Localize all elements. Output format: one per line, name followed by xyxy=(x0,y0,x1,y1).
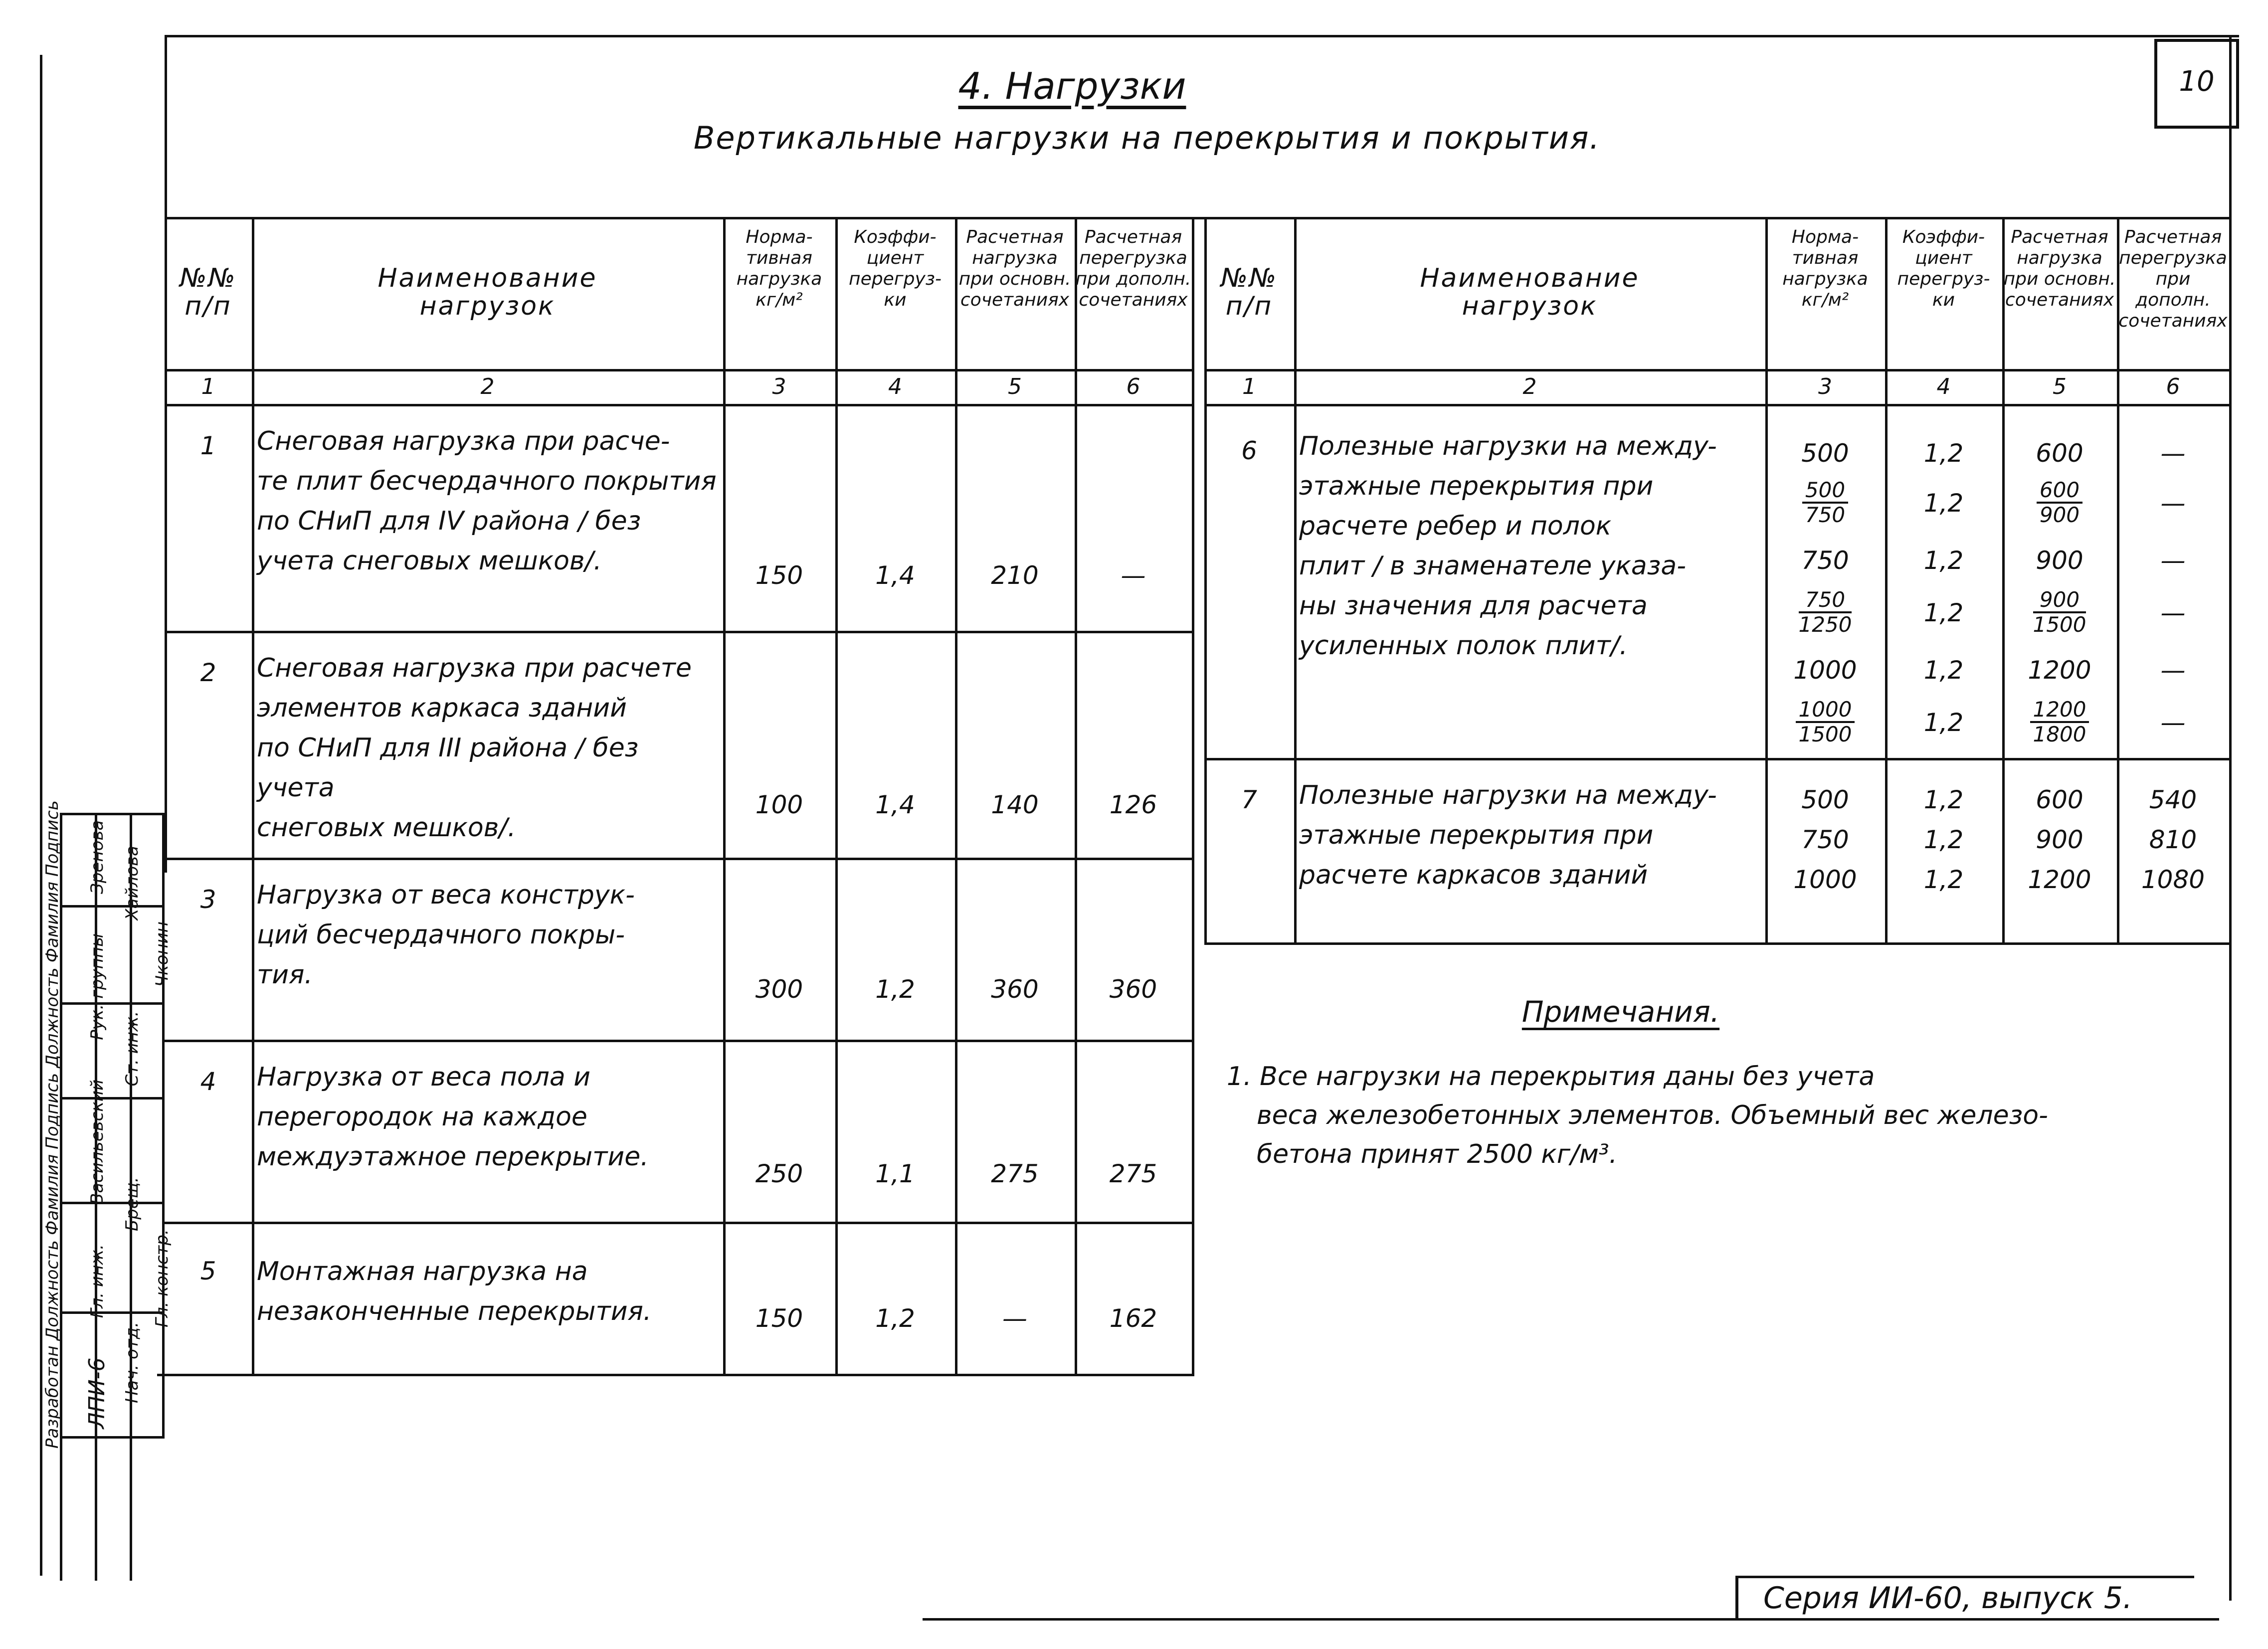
row1-name: Снеговая нагрузка при расче- те плит бесчердачного покрытия по СНиП для IV района / без учета снеговых мешков/. xyxy=(257,426,717,576)
row6-v6-calc-num: 1200 xyxy=(2030,698,2089,723)
row6-v1-over: — xyxy=(2160,439,2186,468)
row1-norm: 150 xyxy=(755,561,803,590)
frame-top xyxy=(165,35,2239,37)
row5-calc: — xyxy=(1002,1304,1027,1333)
row7-v3-coef: 1,2 xyxy=(1923,865,1964,894)
row6-v2-calc-num: 600 xyxy=(2037,479,2082,504)
stamp-r1-name: Васильевский xyxy=(87,1079,107,1205)
ridx-1: 1 xyxy=(1242,374,1256,399)
row1-coef: 1,4 xyxy=(875,561,915,590)
row3-no: 3 xyxy=(200,885,216,914)
rhdr-coef: Коэффи- циент перегруз- ки xyxy=(1897,227,1990,310)
row6-v3-norm: 750 xyxy=(1801,546,1849,575)
notes-title: Примечания. xyxy=(1521,995,1720,1029)
stamp-org: ЛПИ-6 xyxy=(84,1357,110,1429)
row4-no: 4 xyxy=(200,1067,216,1096)
row6-name: Полезные нагрузки на междy- этажные перекрытия при расчете ребер и полок плит / в знаменателе указа- ны значения для расчета усиленных полок плит/. xyxy=(1299,431,1717,661)
row6-v2-norm xyxy=(1765,479,1885,527)
rhdr-norm: Норма- тивная нагрузка кг/м² xyxy=(1782,227,1868,310)
idx-5: 5 xyxy=(1008,374,1022,399)
row6-v6-norm xyxy=(1765,698,1885,746)
row7-v2-over: 810 xyxy=(2149,825,2197,854)
stamp-r5-pos: Ст. инж. xyxy=(122,1011,142,1087)
row4-calc: 275 xyxy=(991,1159,1039,1188)
idx-2: 2 xyxy=(480,374,495,399)
stamp-r1-pos: Гл. инж. xyxy=(87,1244,107,1318)
note-line-2: веса железобетонных элементов. Объемный вес железо- xyxy=(1257,1100,2048,1130)
ridx-6: 6 xyxy=(2166,374,2180,399)
row6-v4-calc-den: 1500 xyxy=(2033,612,2086,637)
row6-v6-coef: 1,2 xyxy=(1923,708,1964,737)
rhdr-name: Наименование нагрузок xyxy=(1420,263,1640,321)
row7-v3-calc: 1200 xyxy=(2028,865,2091,894)
row2-name: Снеговая нагрузка при расчете элементов каркаса зданий по СНиП для III района / без учета снеговых мешков/. xyxy=(257,653,692,843)
row1-over: — xyxy=(1121,561,1146,590)
row5-coef: 1,2 xyxy=(875,1304,915,1333)
row2-coef: 1,4 xyxy=(875,790,915,819)
stamp-r2-name: Брещ. xyxy=(122,1177,142,1232)
row2-calc: 140 xyxy=(991,790,1039,819)
row4-over: 275 xyxy=(1109,1159,1157,1188)
stamp-row-a xyxy=(84,800,112,1449)
row7-v1-over: 540 xyxy=(2149,785,2197,814)
row3-calc: 360 xyxy=(991,975,1039,1004)
stamp-h4: Должность xyxy=(42,967,62,1068)
hdr-calc: Расчетная нагрузка при основн. сочетаниях xyxy=(958,227,1071,310)
stamp-h0: Разработан xyxy=(42,1345,62,1449)
row7-v2-calc: 900 xyxy=(2036,825,2083,854)
page-subtitle: Вертикальные нагрузки на перекрытия и покрытия. xyxy=(693,120,1601,156)
page-title: 4. Нагрузки xyxy=(958,65,1186,108)
row7-v3-over: 1080 xyxy=(2141,865,2205,894)
rhdr-num: №№ п/п xyxy=(1220,263,1278,321)
stamp-h1: Должность xyxy=(42,1240,62,1341)
row5-over: 162 xyxy=(1109,1304,1157,1333)
row1-calc: 210 xyxy=(991,561,1039,590)
ridx-2: 2 xyxy=(1522,374,1537,399)
note-line-1: 1. Все нагрузки на перекрытия даны без учета xyxy=(1227,1062,1875,1092)
row1-no: 1 xyxy=(200,431,216,460)
frame-bottom-mark xyxy=(923,1618,2219,1621)
row5-name: Монтажная нагрузка на незаконченные перекрытия. xyxy=(257,1257,652,1326)
row6-v2-calc-den: 900 xyxy=(2039,503,2080,527)
ridx-4: 4 xyxy=(1936,374,1951,399)
row6-v2-coef: 1,2 xyxy=(1923,489,1964,518)
row6-no: 6 xyxy=(1241,436,1257,465)
row3-over: 360 xyxy=(1109,975,1157,1004)
row6-v1-calc: 600 xyxy=(2036,439,2083,468)
row6-v1-norm: 500 xyxy=(1801,439,1849,468)
stamp-r4-pos: Рук. группы xyxy=(87,933,107,1040)
stamp-h6: Подпись xyxy=(42,800,62,877)
frame-right xyxy=(2229,35,2232,1601)
row6-v2-calc xyxy=(2002,479,2117,527)
row3-coef: 1,2 xyxy=(875,975,915,1004)
hdr-num: №№ п/п xyxy=(180,263,237,321)
page-number-box xyxy=(2154,39,2239,129)
stamp-r3-name: Чконин xyxy=(152,921,172,987)
page-number: 10 xyxy=(2179,65,2215,98)
row6-v5-over: — xyxy=(2160,656,2186,685)
note-line-3: бетона принят 2500 кг/м³. xyxy=(1257,1139,1618,1169)
stamp-block xyxy=(40,800,172,1581)
row6-v4-coef: 1,2 xyxy=(1923,598,1964,627)
stamp-r5-name: Хайлова xyxy=(122,846,142,920)
row3-norm: 300 xyxy=(755,975,803,1004)
row6-v6-over: — xyxy=(2160,708,2186,737)
row6-v5-norm: 1000 xyxy=(1793,656,1857,685)
row7-v2-coef: 1,2 xyxy=(1923,825,1964,854)
row2-over: 126 xyxy=(1109,790,1157,819)
row7-v3-norm: 1000 xyxy=(1793,865,1857,894)
hdr-norm: Норма- тивная нагрузка кг/м² xyxy=(736,227,822,310)
row3-name: Нагрузка от веса конструк- ций бесчердачного покры- тия. xyxy=(257,880,635,990)
idx-1: 1 xyxy=(201,374,215,399)
idx-6: 6 xyxy=(1126,374,1140,399)
row6-v6-calc xyxy=(2002,698,2117,746)
stamp-h2: Фамилия xyxy=(42,1154,62,1235)
ridx-5: 5 xyxy=(2053,374,2067,399)
row6-v6-norm-den: 1500 xyxy=(1798,722,1852,746)
row6-v5-calc: 1200 xyxy=(2028,656,2091,685)
row6-v4-over: — xyxy=(2160,598,2186,627)
stamp-col-headers xyxy=(42,800,67,1449)
row6-v1-coef: 1,2 xyxy=(1923,439,1964,468)
row2-norm: 100 xyxy=(755,790,803,819)
row6-v4-calc xyxy=(2002,588,2117,636)
left-table xyxy=(165,217,1197,1374)
stamp-h3: Подпись xyxy=(42,1073,62,1149)
row7-v1-coef: 1,2 xyxy=(1923,785,1964,814)
rhdr-over: Расчетная перегрузка при дополн. сочетаниях xyxy=(2118,227,2228,331)
row7-v1-calc: 600 xyxy=(2036,785,2083,814)
stamp-row-b xyxy=(122,800,147,1449)
row6-v4-norm-den: 1250 xyxy=(1798,612,1852,637)
row6-v2-over: — xyxy=(2160,489,2186,518)
right-table xyxy=(1204,217,2229,945)
stamp-r3-pos: Гл. констр. xyxy=(152,1229,172,1327)
row6-v4-norm-num: 750 xyxy=(1799,588,1852,613)
row5-no: 5 xyxy=(200,1257,216,1285)
row7-v1-norm: 500 xyxy=(1801,785,1849,814)
idx-4: 4 xyxy=(888,374,902,399)
series-label: Серия ИИ-60, выпуск 5. xyxy=(1763,1581,2132,1616)
row7-no: 7 xyxy=(1241,785,1257,814)
row6-v3-coef: 1,2 xyxy=(1923,546,1964,575)
stamp-row-c xyxy=(152,800,177,1449)
row5-norm: 150 xyxy=(755,1304,803,1333)
row2-no: 2 xyxy=(200,658,216,687)
stamp-r2-pos: Нач. отд. xyxy=(122,1322,142,1404)
row6-v5-coef: 1,2 xyxy=(1923,656,1964,685)
row7-v2-norm: 750 xyxy=(1801,825,1849,854)
stamp-h5: Фамилия xyxy=(42,882,62,963)
row4-coef: 1,1 xyxy=(875,1159,915,1188)
row6-v4-calc-num: 900 xyxy=(2033,588,2086,613)
row6-v2-norm-den: 750 xyxy=(1805,503,1846,527)
row6-v3-over: — xyxy=(2160,546,2186,575)
idx-3: 3 xyxy=(772,374,786,399)
ridx-3: 3 xyxy=(1818,374,1832,399)
series-box xyxy=(1735,1576,2194,1618)
row6-v3-calc: 900 xyxy=(2036,546,2083,575)
stamp-r4-name: Зренова xyxy=(87,820,107,894)
row7-name: Полезные нагрузки на междy- этажные перекрытия при расчете каркасов зданий xyxy=(1299,780,1717,890)
row6-v4-norm xyxy=(1765,588,1885,636)
row6-v6-calc-den: 1800 xyxy=(2033,722,2086,746)
row4-norm: 250 xyxy=(755,1159,803,1188)
hdr-over: Расчетная перегрузка при дополн. сочетаниях xyxy=(1075,227,1191,310)
hdr-coef: Коэффи- циент перегруз- ки xyxy=(849,227,942,310)
hdr-name: Наименование нагрузок xyxy=(378,263,597,321)
row4-name: Нагрузка от веса пола и перегородок на каждое междуэтажное перекрытие. xyxy=(257,1062,649,1172)
notes-body xyxy=(1227,1057,2199,1174)
rhdr-calc: Расчетная нагрузка при основн. сочетаниях xyxy=(2003,227,2116,310)
row6-v6-norm-num: 1000 xyxy=(1796,698,1855,723)
row6-v2-norm-num: 500 xyxy=(1802,479,1848,504)
